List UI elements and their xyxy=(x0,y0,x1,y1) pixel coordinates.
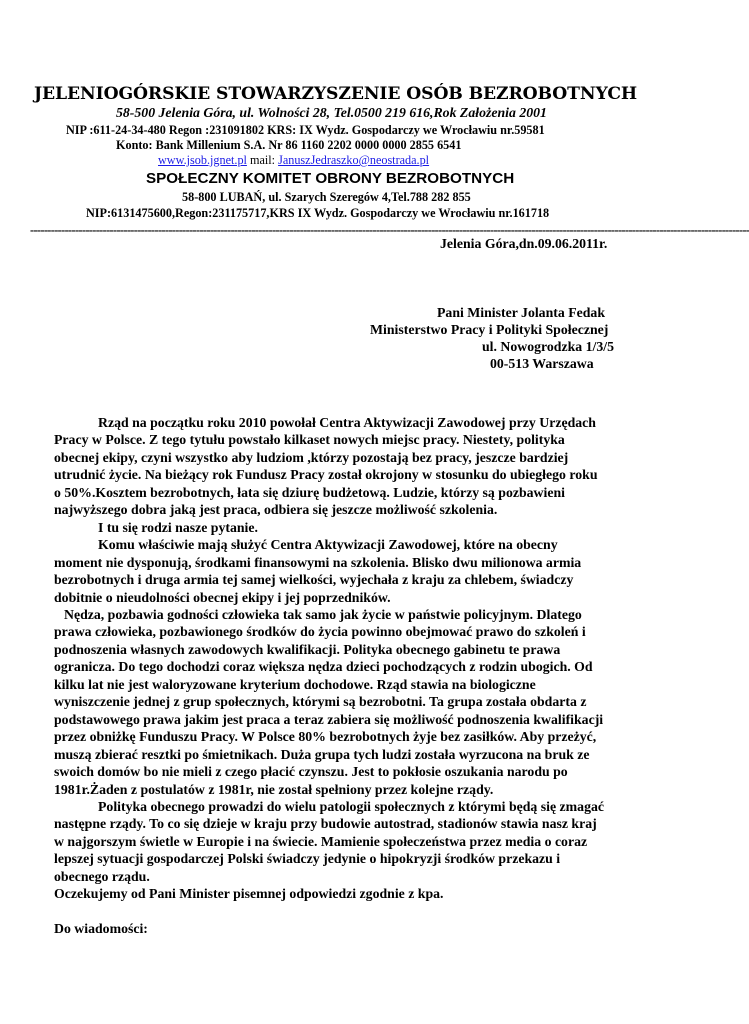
website-link[interactable]: www.jsob.jgnet.pl xyxy=(158,153,247,167)
body-line: I tu się rodzi nasze pytanie. xyxy=(98,519,258,535)
org-account-line: Konto: Bank Millenium S.A. Nr 86 1160 2202 0000 0000 2855 6541 xyxy=(116,138,462,152)
body-line: o 50%.Kosztem bezrobotnych, łata się dziurę budżetową. Ludzie, którzy są pozbawieni xyxy=(54,484,565,500)
recipient-line: Pani Minister Jolanta Fedak xyxy=(437,305,605,320)
body-line: utrudnić życie. Na bieżący rok Fundusz Pracy został okrojony w stosunku do ubiegłego roku xyxy=(54,467,598,483)
committee-address-line: 58-800 LUBAŃ, ul. Szarych Szeregów 4,Tel.788 282 855 xyxy=(182,190,471,204)
committee-name-heading: SPOŁECZNY KOMITET OBRONY BEZROBOTNYCH xyxy=(146,170,515,187)
body-line: podnoszenia własnych zawodowych kwalifikacji. Polityka obecnego gabinetu te prawa xyxy=(54,641,561,657)
org-registry-line: NIP :611-24-34-480 Regon :231091802 KRS: IX Wydz. Gospodarczy we Wrocławiu nr.59581 xyxy=(66,123,545,137)
body-line: Rząd na początku roku 2010 powołał Centra Aktywizacji Zawodowej przy Urzędach xyxy=(98,415,596,430)
body-line: obecnej ekipy, czyni wszystko aby ludziom ,którzy pozostają bez pracy, jeszcze bardziej xyxy=(54,449,569,465)
committee-registry-line: NIP:6131475600,Regon:231175717,KRS IX Wydz. Gospodarczy we Wrocławiu nr.161718 xyxy=(86,206,550,220)
mail-label: mail: xyxy=(249,153,276,167)
body-line: Nędza, pozbawia godności człowieka tak samo jak życie w państwie policyjnym. Dlatego xyxy=(64,606,582,622)
body-line: ogranicza. Do tego dochodzi coraz większa nędza dzieci pochodzących z rodzin ubogich. Od xyxy=(54,659,593,675)
recipient-line: 00-513 Warszawa xyxy=(490,356,594,371)
body-line: obecnego rządu. xyxy=(54,868,150,884)
body-line: muszą zbierać resztki po śmietnikach. Duża grupa tych ludzi została wyrzucona na bruk ze xyxy=(54,746,590,762)
body-line: prawa człowieka, pozbawionego środków do życia powinno obejmować prawo do szkoleń i xyxy=(54,624,586,640)
body-line: kilku lat nie jest waloryzowane kryterium dochodowe. Rząd stawia na biologiczne xyxy=(54,676,536,692)
body-line xyxy=(54,903,644,920)
place-date: Jelenia Góra,dn.09.06.2011r. xyxy=(440,236,608,251)
letter-body xyxy=(54,414,644,938)
body-line: Polityka obecnego prowadzi do wielu patologii społecznych z którymi będą się zmagać xyxy=(98,798,604,814)
recipient-line: Ministerstwo Pracy i Polityki Społecznej xyxy=(370,322,609,337)
header-separator: ---------------------------------------------------------------------------------------------------------------------------------------------------------------------------------------------------------------- xyxy=(30,223,749,237)
body-line: podstawowego prawa jakim jest praca a teraz zabiera się możliwość podnoszenia kwalifikacji xyxy=(54,711,604,727)
body-line: bezrobotnych i druga armia tej samej wielkości, wyjechała z kraju za chlebem, świadczy xyxy=(54,572,574,588)
body-line: swoich domów bo nie mieli z czego płacić czynszu. Jest to pokłosie oszukania narodu po xyxy=(54,764,568,780)
body-line: Oczekujemy od Pani Minister pisemnej odpowiedzi zgodnie z kpa. xyxy=(54,886,444,902)
body-line: Komu właściwie mają służyć Centra Aktywizacji Zawodowej, które na obecny xyxy=(98,537,558,553)
body-line: lepszej sytuacji gospodarczej Polski świadczy jedynie o hipokryzji środków przekazu i xyxy=(54,851,561,867)
body-line: 1981r.Żaden z postulatów z 1981r, nie został spełniony przez kolejne rządy. xyxy=(54,781,494,797)
body-line: Do wiadomości: xyxy=(54,921,148,937)
body-line: Pracy w Polsce. Z tego tytułu powstało kilkaset nowych miejsc pracy. Niestety, polityka xyxy=(54,432,565,448)
email-link[interactable]: JanuszJedraszko@neostrada.pl xyxy=(278,153,430,167)
body-line: przez obniżkę Funduszu Pracy. W Polsce 80% bezrobotnych żyje bez zasiłków. Aby przeżyć, xyxy=(54,729,597,745)
body-line: moment nie dysponują, środkami finansowymi na szkolenia. Blisko dwu milionowa armia xyxy=(54,554,582,570)
org-address-line: 58-500 Jelenia Góra, ul. Wolności 28, Tel.0500 219 616,Rok Założenia 2001 xyxy=(116,105,547,120)
body-line: najwyższego dobra jaką jest praca, odbiera się jeszcze możliwość szkolenia. xyxy=(54,502,498,518)
body-line: następne rządy. To co się dzieje w kraju przy budowie autostrad, stadionów stawia nasz kraj xyxy=(54,816,597,832)
contact-line xyxy=(158,153,429,168)
body-line: w najgorszym świetle w Europie i na świecie. Mamienie społeczeństwa przez media o coraz xyxy=(54,833,588,849)
body-line: dobitnie o nieudolności obecnej ekipy i jej poprzedników. xyxy=(54,589,391,605)
recipient-line: ul. Nowogrodzka 1/3/5 xyxy=(482,339,614,354)
body-line: wyniszczenie jednej z grup społecznych, którymi są bezrobotni. Ta grupa została obdarta z xyxy=(54,694,587,710)
org-name-heading: JELENIOGÓRSKIE STOWARZYSZENIE OSÓB BEZROBOTNYCH xyxy=(34,84,638,104)
